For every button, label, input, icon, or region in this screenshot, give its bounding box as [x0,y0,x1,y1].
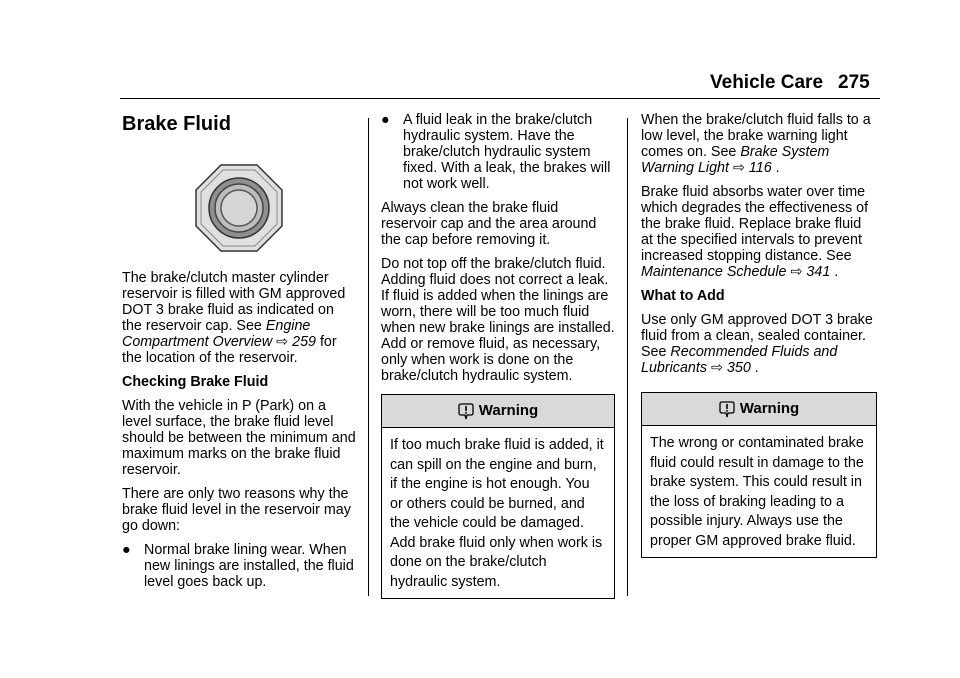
warning-body: The wrong or contaminated brake fluid could result in damage to the brake system. This could result in the loss of braking leading to a possible injury. Always use the proper GM approved brake fluid. [650,435,864,549]
xref-maintenance-schedule[interactable]: Maintenance Schedule [641,264,787,280]
reservoir-cap-illustration [122,164,357,254]
xref-page-350[interactable]: 350 [726,360,751,376]
checking-paragraph: With the vehicle in P (Park) on a level surface, the brake fluid level should be between the minimum and maximum marks on the brake fluid reservoir. [122,398,356,478]
warning-box-contaminated [641,392,877,558]
bullet-lining-wear: ● Normal brake lining wear. When new linings are installed, the fluid level goes back up. [122,542,354,590]
warning-title: Warning [478,402,539,419]
warning-header [382,395,614,428]
header-rule [120,98,880,99]
what-to-add-paragraph: Use only GM approved DOT 3 brake fluid from a clean, sealed container. See Recommended Fluids and Lubricants ⇨ 350 . [641,312,873,376]
xref-brake-system-warning-light[interactable]: Brake System Warning Light [641,144,830,176]
warning-icon [719,401,735,418]
warning-title: Warning [739,400,800,417]
absorbs-water-paragraph: Brake fluid absorbs water over time which degrades the effectiveness of the brake fluid. Replace brake fluid at the specified intervals to prevent increased stopping distance. See Maintenance Schedule ⇨ 341 . [641,184,869,280]
xref-recommended-fluids[interactable]: Recommended Fluids and Lubricants [641,344,838,376]
reasons-paragraph: There are only two reasons why the brake fluid level in the reservoir may go down: [122,486,351,534]
bullet-marker: ● [122,542,131,558]
section-title: Brake Fluid [122,113,231,135]
page-number: 275 [838,72,870,93]
top-off-paragraph: Do not top off the brake/clutch fluid. Adding fluid does not correct a leak. If fluid is added when the linings are worn, there will be too much fluid when new brake linings are installed. Add or remove fluid, as necessary, only when work is done on the brake/clutch hydraulic system. [381,256,615,384]
column-divider-2 [627,118,628,596]
xref-arrow-icon: ⇨ [790,264,803,280]
xref-arrow-icon: ⇨ [710,360,723,376]
subhead-what-to-add: What to Add [641,288,725,304]
xref-engine-compartment-overview[interactable]: Engine Compartment Overview [122,318,311,350]
low-level-paragraph: When the brake/clutch fluid falls to a low level, the brake warning light comes on. See Brake System Warning Light ⇨ 116 . [641,112,871,176]
xref-arrow-icon: ⇨ [732,160,745,176]
column-3 [641,112,877,558]
warning-body: If too much brake fluid is added, it can spill on the engine and burn, if the engine is hot enough. You or others could be burned, and the vehicle could be damaged. Add brake fluid only when work is done on the brake/clutch hydraulic system. [390,437,604,590]
bullet-marker: ● [381,112,390,128]
column-2 [381,112,615,599]
reservoir-cap-icon [195,164,283,252]
xref-page-341[interactable]: 341 [806,264,831,280]
xref-arrow-icon: ⇨ [276,334,289,350]
column-1 [122,112,357,598]
intro-paragraph: The brake/clutch master cylinder reservoir is filled with GM approved DOT 3 brake fluid as indicated on the reservoir cap. See Engine Compartment Overview ⇨ 259 for the location of the reservoir. [122,270,346,366]
bullet-fluid-leak: ● A fluid leak in the brake/clutch hydraulic system. Have the brake/clutch hydraulic system fixed. With a leak, the brakes will not work well. [381,112,611,192]
clean-cap-paragraph: Always clean the brake fluid reservoir cap and the area around the cap before removing it. [381,200,597,248]
xref-page-116[interactable]: 116 [748,160,772,176]
header-section-title: Vehicle Care [710,72,824,93]
column-divider-1 [368,118,369,596]
warning-box-overfill [381,394,615,599]
warning-header [642,393,876,426]
xref-page-259[interactable]: 259 [292,334,316,350]
subhead-checking-brake-fluid: Checking Brake Fluid [122,374,269,390]
warning-icon [458,403,474,420]
